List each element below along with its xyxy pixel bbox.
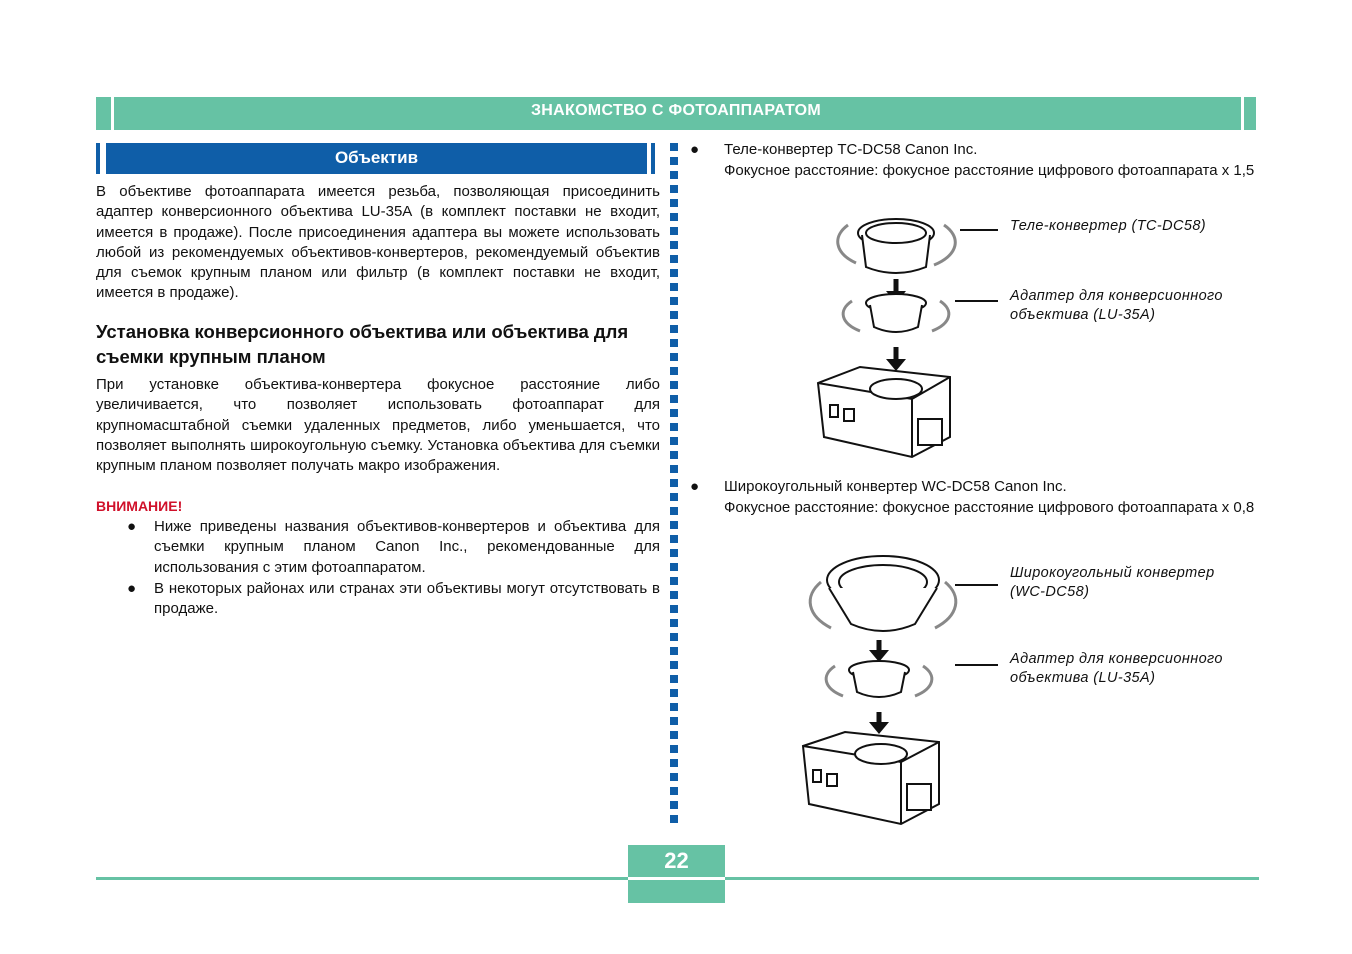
wide-converter-name: Широкоугольный конвертер WC-DC58 Canon Inc. [724, 478, 1067, 495]
divider-square [670, 521, 678, 529]
tele-converter-label: Теле-конвертер (TC-DC58) [1010, 218, 1207, 234]
wide-adapter-label-line1: Адаптер для конверсионного [1010, 651, 1223, 667]
divider-square [670, 549, 678, 557]
section-bar-edge-right [651, 143, 655, 174]
divider-square [670, 227, 678, 235]
divider-square [670, 465, 678, 473]
bullet-icon: ● [127, 579, 137, 597]
divider-square [670, 437, 678, 445]
intro-paragraph: В объективе фотоаппарата имеется резьба, позволяющая присоединить адаптер конверсионного объектива LU-35A (в комплект поставки не входит, имеется в продаже). После присоединения адаптера вы можете использовать любой из рекомендуемых объективов-конвертеров, рекомендуемый объектив для съемок крупным планом или фильтр (в комплект поставки не входит, имеется в продаже). [96, 183, 660, 302]
divider-square [670, 647, 678, 655]
tele-converter-leader-line [960, 229, 998, 231]
tele-adapter-leader-line [955, 300, 998, 302]
divider-square [670, 311, 678, 319]
install-heading: Установка конверсионного объектива или объектива для съемки крупным планом [96, 321, 629, 367]
divider-square [670, 801, 678, 809]
list-item [96, 517, 660, 578]
wide-adapter-leader-line [955, 664, 998, 666]
divider-square [670, 157, 678, 165]
section-bar-edge-left [96, 143, 100, 174]
divider-square [670, 143, 678, 151]
divider-square [670, 745, 678, 753]
divider-square [670, 283, 678, 291]
attention-item-text: Ниже приведены названия объективов-конвертеров и объектива для съемки крупным планом Canon Inc., рекомендованные для использования с этим фотоаппаратом. [154, 518, 660, 576]
divider-square [670, 535, 678, 543]
divider-square [670, 717, 678, 725]
list-item [96, 579, 660, 620]
section-bar [96, 143, 660, 174]
wide-converter-label-line2: (WC-DC58) [1010, 584, 1090, 600]
divider-square [670, 563, 678, 571]
divider-square [670, 185, 678, 193]
divider-square [670, 269, 678, 277]
divider-square [670, 213, 678, 221]
divider-square [670, 591, 678, 599]
divider-square [670, 633, 678, 641]
section-title: Объектив [106, 143, 647, 174]
attention-label: ВНИМАНИЕ! [96, 498, 183, 514]
bullet-icon: ● [690, 141, 700, 158]
bullet-icon: ● [690, 478, 700, 495]
divider-square [670, 703, 678, 711]
wide-converter-focal: Фокусное расстояние: фокусное расстояние цифрового фотоаппарата x 0,8 [724, 498, 1255, 516]
divider-square [670, 353, 678, 361]
divider-square [670, 409, 678, 417]
wide-adapter-label-line2: объектива (LU-35A) [1010, 670, 1156, 686]
divider-square [670, 423, 678, 431]
divider-square [670, 479, 678, 487]
divider-square [670, 339, 678, 347]
divider-square [670, 605, 678, 613]
bullet-icon: ● [127, 518, 137, 535]
divider-square [670, 773, 678, 781]
wide-assembly-illustration [795, 548, 975, 828]
divider-square [670, 689, 678, 697]
wide-converter-leader-line [955, 584, 998, 586]
divider-square [670, 493, 678, 501]
divider-square [670, 619, 678, 627]
attention-list [96, 517, 660, 620]
divider-square [670, 451, 678, 459]
divider-square [670, 661, 678, 669]
divider-square [670, 787, 678, 795]
divider-square [670, 395, 678, 403]
divider-square [670, 325, 678, 333]
page-number: 22 [664, 848, 689, 873]
tele-converter-focal: Фокусное расстояние: фокусное расстояние цифрового фотоаппарата x 1,5 [724, 161, 1255, 179]
divider-square [670, 255, 678, 263]
divider-square [670, 731, 678, 739]
divider-square [670, 241, 678, 249]
divider-square [670, 507, 678, 515]
wide-converter-label-line1: Широкоугольный конвертер [1010, 565, 1215, 581]
divider-square [670, 577, 678, 585]
divider-square [670, 367, 678, 375]
divider-square [670, 759, 678, 767]
install-paragraph: При установке объектива-конвертера фокусное расстояние либо увеличивается, что позволяет использовать фотоаппарат для крупномасштабной съемки удаленных предметов, либо уменьшается, что позволяет выполнять широкоугольную съемку. Установка объектива для съемки крупным планом позволяет получать макро изображения. [96, 376, 660, 475]
tele-converter-name: Теле-конвертер TC-DC58 Canon Inc. [724, 141, 978, 158]
attention-item-text: В некоторых районах или странах эти объективы могут отсутствовать в продаже. [154, 579, 660, 618]
column-divider [669, 143, 681, 833]
tele-adapter-label-line2: объектива (LU-35A) [1010, 307, 1156, 323]
divider-square [670, 381, 678, 389]
tele-assembly-illustration [800, 205, 980, 475]
wide-converter-item [690, 477, 1269, 518]
divider-square [670, 815, 678, 823]
divider-square [670, 675, 678, 683]
divider-square [670, 297, 678, 305]
tele-adapter-label-line1: Адаптер для конверсионного [1010, 288, 1223, 304]
divider-square [670, 199, 678, 207]
divider-square [670, 171, 678, 179]
tele-converter-item [690, 140, 1269, 181]
chapter-title: ЗНАКОМСТВО С ФОТОАППАРАТОМ [530, 102, 822, 119]
